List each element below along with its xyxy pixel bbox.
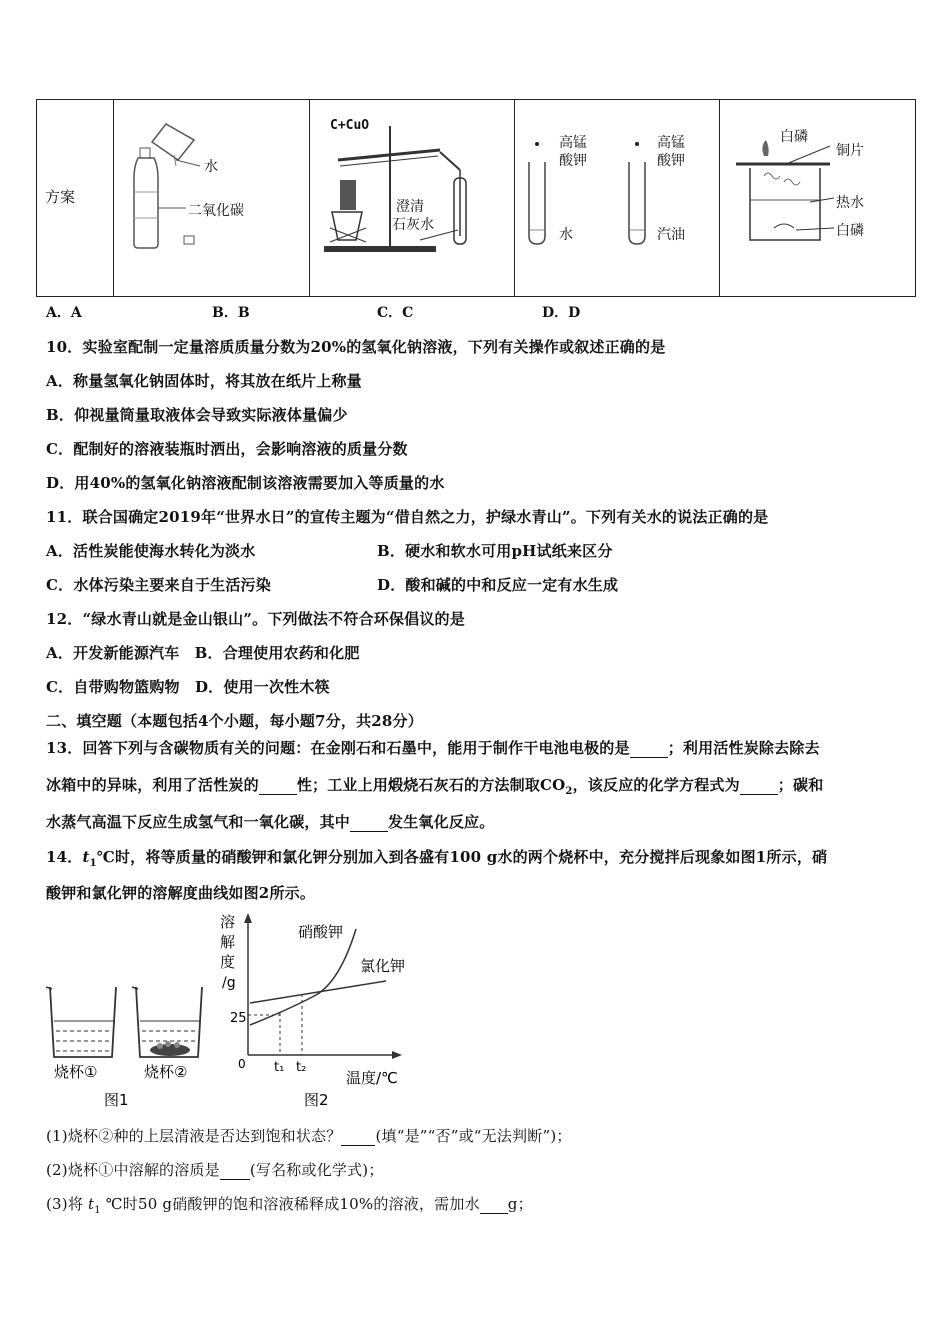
- q10-stem: 10．实验室配制一定量溶质质量分数为20%的氢氧化钠溶液，下列有关操作或叙述正确的是: [46, 338, 666, 356]
- q13-text-2c: ，该反应的化学方程式为: [572, 776, 740, 794]
- q14-number: 14．: [46, 848, 83, 866]
- label-copper: 铜片: [836, 143, 864, 159]
- scheme-cell-d: [720, 100, 916, 297]
- q12-stem: 12．“绿水青山就是金山银山”。下列做法不符合环保倡议的是: [46, 610, 465, 628]
- dissolution-tubes: [515, 100, 719, 298]
- sub-question-2: [46, 1159, 384, 1180]
- q12-options-row2[interactable]: C．自带购物篮购物 D．使用一次性木筷: [46, 678, 330, 696]
- q9-option-d[interactable]: D．D: [542, 305, 581, 321]
- label-kmno4-2-bottom: 酸钾: [657, 153, 685, 169]
- figure-2-caption: 图2: [304, 1091, 329, 1109]
- label-kmno4-2-top: 高锰: [657, 135, 685, 151]
- q10-option-a[interactable]: A．称量氢氧化钠固体时，将其放在纸片上称量: [46, 372, 362, 390]
- y-label-char-3: 度: [220, 953, 236, 971]
- q10-option-d[interactable]: D．用40%的氢氧化钠溶液配制该溶液需要加入等质量的水: [46, 474, 445, 492]
- q13-blank-4[interactable]: [350, 813, 388, 832]
- sq2-blank[interactable]: [220, 1161, 250, 1180]
- label-white-phosphorus-top: 白磷: [780, 129, 808, 145]
- figure-1-caption: 图1: [104, 1091, 129, 1109]
- curve-label-kcl: 氯化钾: [360, 957, 406, 975]
- sq3-text-a: (3)将: [46, 1195, 84, 1213]
- y-tick-25: 25: [230, 1011, 247, 1026]
- label-kmno4-1-bottom: 酸钾: [559, 153, 587, 169]
- x-tick-t1: t₁: [274, 1060, 285, 1075]
- sub-question-3: [46, 1193, 533, 1216]
- q13-text-1b: ；利用活性炭除去除去: [667, 739, 820, 757]
- q13-blank-3[interactable]: [740, 776, 778, 795]
- q14-line1: [46, 846, 827, 869]
- q12-options-row1[interactable]: A．开发新能源汽车 B．合理使用农药和化肥: [46, 644, 360, 662]
- label-white-phosphorus-bottom: 白磷: [836, 223, 864, 239]
- combustion-beaker: [720, 100, 920, 298]
- sq3-t-symbol: t: [88, 1195, 95, 1213]
- q11-stem: 11．联合国确定2019年“世界水日”的宣传主题为“借自然之力，护绿水青山”。下列有关水的说法正确的是: [46, 508, 769, 526]
- x-axis-label: 温度/℃: [346, 1069, 398, 1087]
- label-c-cuo: C+CuO: [330, 118, 370, 133]
- bottle-pour-illustration: [114, 100, 309, 298]
- label-hot-water: 热水: [836, 195, 864, 211]
- y-axis-arrow: [244, 913, 252, 923]
- beaker-2: [132, 987, 202, 1057]
- q11-option-a[interactable]: A．活性炭能使海水转化为淡水: [46, 542, 256, 560]
- q13-blank-2[interactable]: [259, 776, 297, 795]
- beaker-1-label: 烧杯①: [54, 1063, 98, 1081]
- sq3-text-b: ℃时50 g硝酸钾的饱和溶液稀释成10%的溶液，需加水: [105, 1195, 480, 1213]
- co2-subscript: 2: [565, 786, 573, 797]
- sub-question-1: [46, 1125, 572, 1146]
- sq2-text-b: (写名称或化学式)；: [249, 1161, 384, 1179]
- y-label-char-1: 溶: [220, 913, 236, 931]
- beaker-2-label: 烧杯②: [144, 1063, 188, 1081]
- label-water: 水: [204, 159, 218, 175]
- q11-option-c[interactable]: C．水体污染主要来自于生活污染: [46, 576, 271, 594]
- q13-text-2a: 冰箱中的异味，利用了活性炭的: [46, 776, 259, 794]
- q14-t-symbol: t: [82, 848, 90, 866]
- scheme-cell-a: [114, 100, 310, 297]
- q11-option-d[interactable]: D．酸和碱的中和反应一定有水生成: [377, 576, 619, 594]
- q13-line1: [46, 737, 820, 758]
- sq3-t-subscript: 1: [94, 1205, 101, 1216]
- section-2-heading: 二、填空题（本题包括4个小题，每小题7分，共28分）: [46, 712, 423, 730]
- origin-label: 0: [238, 1057, 246, 1071]
- sq1-text-a: (1)烧杯②种的上层清液是否达到饱和状态？: [46, 1127, 342, 1145]
- curve-kno3: [250, 929, 356, 1025]
- label-limewater-1: 澄清: [396, 199, 424, 215]
- beaker-1: [46, 987, 116, 1057]
- x-tick-t2: t₂: [296, 1060, 307, 1075]
- q13-text-3b: 发生氧化反应。: [388, 813, 495, 831]
- solubility-figure: [40, 905, 420, 1115]
- y-label-char-2: 解: [220, 933, 236, 951]
- label-gasoline: 汽油: [657, 227, 685, 243]
- y-label-char-4: /g: [222, 975, 236, 991]
- curve-kcl: [250, 981, 386, 1003]
- scheme-row-label: 方案: [45, 188, 76, 206]
- q14-t-subscript: 1: [89, 858, 97, 869]
- q10-option-b[interactable]: B．仰视量筒量取液体会导致实际液体量偏少: [46, 406, 348, 424]
- sq2-text-a: (2)烧杯①中溶解的溶质是: [46, 1161, 220, 1179]
- q11-option-b[interactable]: B．硬水和软水可用pH试纸来区分: [377, 542, 613, 560]
- sq3-blank[interactable]: [480, 1195, 508, 1214]
- q13-line3: [46, 811, 494, 832]
- q9-option-a[interactable]: A．A: [46, 305, 82, 321]
- sq3-text-c: g；: [507, 1195, 533, 1213]
- q9-option-c[interactable]: C．C: [377, 305, 414, 321]
- q13-blank-1[interactable]: [630, 739, 668, 758]
- q10-option-c[interactable]: C．配制好的溶液装瓶时洒出，会影响溶液的质量分数: [46, 440, 408, 458]
- q14-text-1: ℃时，将等质量的硝酸钾和氯化钾分别加入到各盛有100 g水的两个烧杯中，充分搅拌后现象如图1所示，硝: [96, 848, 828, 866]
- q13-line2: [46, 774, 823, 797]
- curve-label-kno3: 硝酸钾: [298, 923, 344, 941]
- q9-option-b[interactable]: B．B: [212, 305, 250, 321]
- label-water-c: 水: [559, 227, 573, 243]
- scheme-cell-b: [310, 100, 515, 297]
- scheme-table: [36, 99, 916, 297]
- sq1-text-b: (填“是”“否”或“无法判断”)；: [375, 1127, 572, 1145]
- q13-text-1a: 13．回答下列与含碳物质有关的问题：在金刚石和石墨中，能用于制作干电池电极的是: [46, 739, 630, 757]
- x-axis-arrow: [392, 1051, 402, 1059]
- sq1-blank[interactable]: [341, 1127, 375, 1146]
- label-kmno4-1-top: 高锰: [559, 135, 587, 151]
- q13-text-2d: ；碳和: [777, 776, 824, 794]
- label-co2: 二氧化碳: [188, 203, 244, 219]
- scheme-cell-c: [515, 100, 720, 297]
- q13-text-3a: 水蒸气高温下反应生成氢气和一氧化碳，其中: [46, 813, 351, 831]
- scheme-row-label-cell: [37, 100, 114, 297]
- q13-text-2b: 性；工业上用煅烧石灰石的方法制取CO: [296, 776, 566, 794]
- label-limewater-2: 石灰水: [392, 217, 434, 233]
- q14-line2: 酸钾和氯化钾的溶解度曲线如图2所示。: [46, 884, 316, 902]
